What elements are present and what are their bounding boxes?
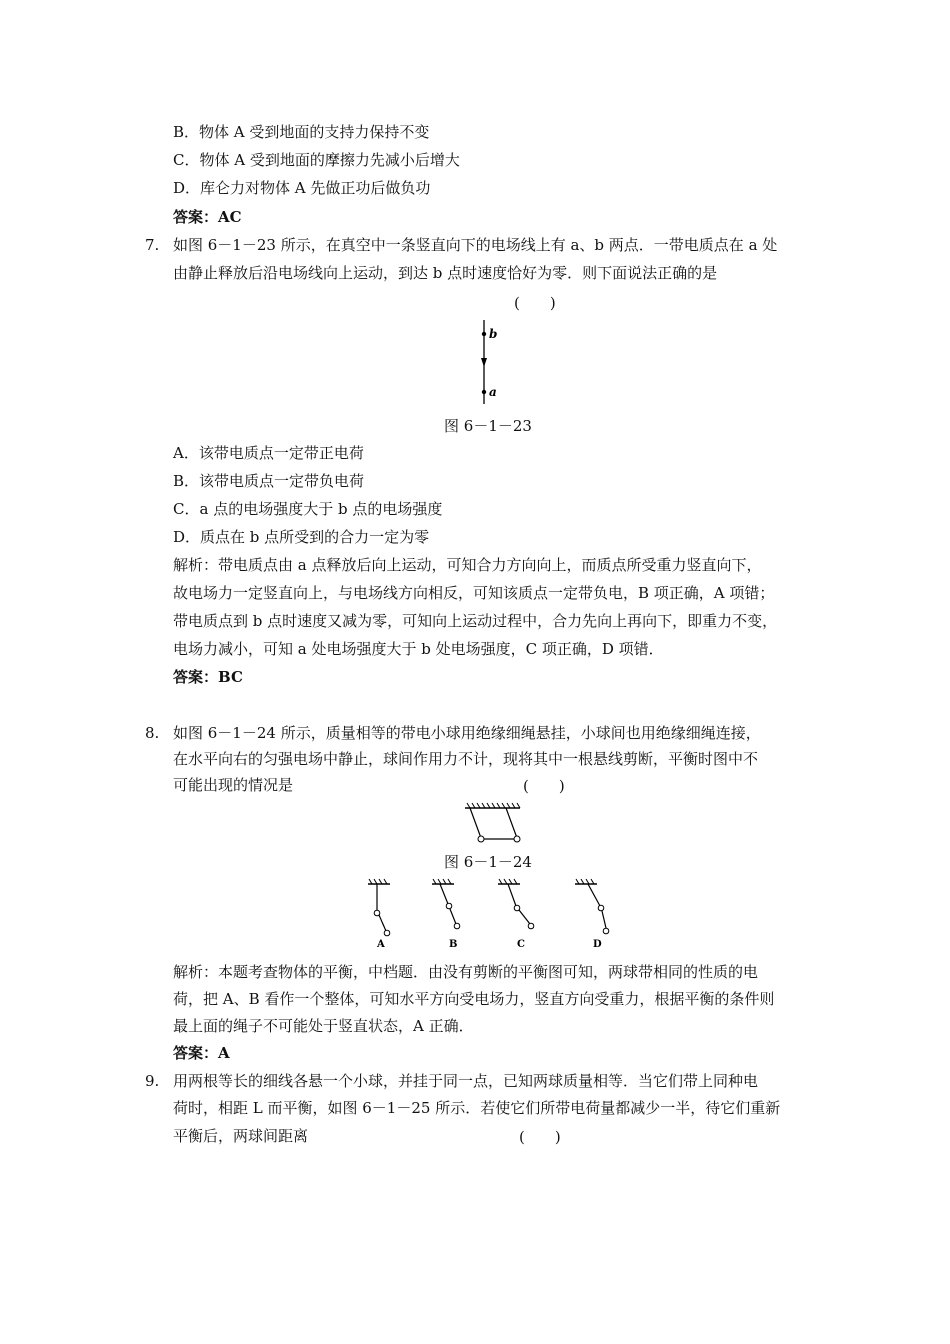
choice-d-diagram [575, 879, 609, 950]
q7-option-c: C．a 点的电场强度大于 b 点的电场强度 [173, 500, 443, 518]
q9-answer-blank: ( ) [519, 1128, 561, 1146]
label-a: a [489, 385, 497, 399]
q8-figure-caption: 图 6－1－24 [444, 853, 532, 871]
choice-c-diagram [498, 879, 534, 950]
label-b: b [489, 327, 498, 341]
q7-analysis-line4: 电场力减小，可知 a 处电场强度大于 b 处电场强度，C 项正确，D 项错． [173, 640, 664, 658]
q9-text-line2: 荷时，相距 L 而平衡，如图 6－1－25 所示．若使它们所带电荷量都减少一半，待它们重新 [173, 1099, 781, 1117]
q7-text-line1: 如图 6－1－23 所示，在真空中一条竖直向下的电场线上有 a、b 两点．一带电质点在 a 处 [173, 236, 778, 254]
choice-d-label: D [593, 939, 602, 950]
q7-answer: 答案：BC [173, 668, 243, 686]
thread-left [470, 808, 481, 838]
q7-field-line-figure [470, 318, 510, 408]
field-arrow [481, 358, 487, 367]
q9-text-line1: 用两根等长的细线各悬一个小球，并挂于同一点，已知两球质量相等．当它们带上同种电 [173, 1072, 759, 1090]
q7-option-b: B．该带电质点一定带负电荷 [173, 472, 365, 490]
thread-right [506, 808, 517, 838]
point-a [482, 390, 486, 394]
q7-analysis-line3: 带电质点到 b 点时速度又减为零，可知向上运动过程中，合力先向上再向下，即重力不变， [173, 612, 778, 630]
q8-text-line2: 在水平向右的匀强电场中静止，球间作用力不计，现将其中一根悬线剪断，平衡时图中不 [173, 750, 759, 768]
point-b [482, 332, 486, 336]
ball-left [478, 836, 484, 842]
q8-answer: 答案：A [173, 1044, 230, 1062]
q7-answer-blank: ( ) [514, 294, 556, 312]
q7-option-d: D．质点在 b 点所受到的合力一定为零 [173, 528, 430, 546]
option-d-prev: D．库仑力对物体 A 先做正功后做负功 [173, 179, 431, 197]
q8-text-line3: 可能出现的情况是 [173, 776, 294, 794]
q8-number: 8. [145, 724, 160, 742]
answer-prev: 答案：AC [173, 208, 242, 226]
choice-b-diagram [432, 879, 460, 950]
q8-choice-figures [360, 878, 620, 952]
option-b-prev: B．物体 A 受到地面的支持力保持不变 [173, 123, 430, 141]
q8-answer-blank: ( ) [523, 777, 565, 795]
q7-number: 7. [145, 236, 160, 254]
option-c-prev: C．物体 A 受到地面的摩擦力先减小后增大 [173, 151, 460, 169]
q7-analysis-line2: 故电场力一定竖直向上，与电场线方向相反，可知该质点一定带负电，B 项正确，A 项错； [173, 584, 775, 602]
q7-analysis-line1: 解析：带电质点由 a 点释放后向上运动，可知合力方向向上，而质点所受重力竖直向下， [173, 556, 762, 574]
q8-text-line1: 如图 6－1－24 所示，质量相等的带电小球用绝缘细绳悬挂，小球间也用绝缘细绳连接， [173, 724, 761, 742]
choice-a-label: A [377, 939, 385, 950]
choice-c-label: C [517, 939, 525, 950]
ball-right [514, 836, 520, 842]
q9-text-line3: 平衡后，两球间距离 [173, 1127, 309, 1145]
q8-analysis-line3: 最上面的绳子不可能处于竖直状态，A 正确． [173, 1017, 474, 1035]
choice-a-diagram [368, 879, 390, 950]
q7-text-line2: 由静止释放后沿电场线向上运动，到达 b 点时速度恰好为零．则下面说法正确的是 [173, 264, 718, 282]
q8-analysis-line2: 荷，把 A、B 看作一个整体，可知水平方向受电场力，竖直方向受重力，根据平衡的条件则 [173, 990, 775, 1008]
q9-number: 9. [145, 1072, 160, 1090]
q7-option-a: A．该带电质点一定带正电荷 [173, 444, 364, 462]
choice-b-label: B [449, 939, 458, 950]
q8-balanced-figure [460, 802, 530, 848]
q7-figure-caption: 图 6－1－23 [444, 417, 532, 435]
q8-analysis-line1: 解析：本题考查物体的平衡，中档题．由没有剪断的平衡图可知，两球带相同的性质的电 [173, 963, 759, 981]
